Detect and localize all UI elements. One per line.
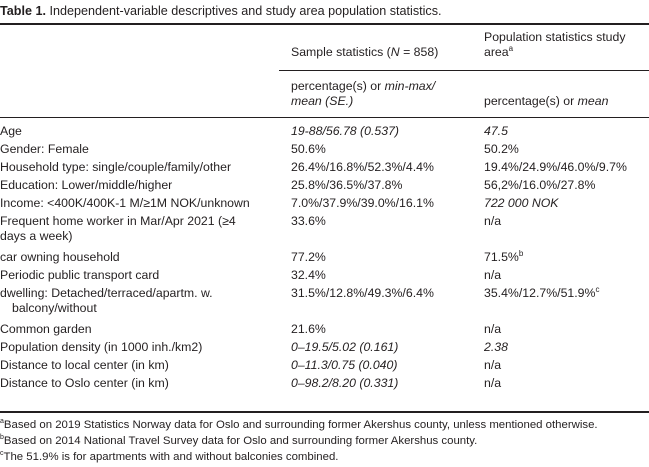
footnote-mark-a: a: [508, 43, 514, 53]
footnote-mark-c: c: [595, 284, 600, 294]
sample-cell: 31.5%/12.8%/49.3%/6.4%: [291, 286, 434, 300]
sample-cell: 7.0%/37.9%/39.0%/16.1%: [291, 196, 434, 210]
population-cell: n/a: [484, 376, 502, 390]
row-label: dwelling: Detached/terraced/apartm. w.: [0, 286, 213, 300]
sample-cell: 19-88/56.78 (0.537): [291, 124, 400, 138]
population-cell: 35.4%/12.7%/51.9%$^c$: [484, 284, 600, 300]
population-cell: 2.38: [484, 340, 508, 354]
sample-cell: 26.4%/16.8%/52.3%/4.4%: [291, 160, 434, 174]
top-rule: [0, 23, 649, 25]
table-caption: [0, 0, 649, 24]
footnote-a: $^a$Based on 2019 Statistics Norway data for Oslo and surrounding former Akershus county, unless mentioned otherwise.: [0, 418, 598, 431]
sample-cell: 21.6%: [291, 322, 326, 336]
population-cell: 71.5%$^b$: [484, 248, 524, 264]
population-statistics-header: Population statistics study: [484, 30, 626, 44]
sample-statistics-header: Sample statistics (N = 858): [291, 45, 439, 59]
population-statistics-header-line2: area$^a$: [484, 43, 514, 59]
population-cell: 47.5: [484, 124, 508, 138]
population-cell: n/a: [484, 268, 502, 282]
row-label: car owning household: [0, 250, 120, 264]
row-label-line2: balcony/without: [12, 301, 97, 315]
header-divider: [279, 70, 649, 71]
table-title: Independent-variable descriptives and study area population statistics.: [49, 4, 442, 18]
row-label: Household type: single/couple/family/other: [0, 160, 232, 174]
sample-units-header: percentage(s) or min-max/: [291, 79, 436, 93]
footnote-c: $^c$The 51.9% is for apartments with and without balconies combined.: [0, 450, 339, 463]
population-cell: n/a: [484, 358, 502, 372]
row-label: Age: [0, 124, 22, 138]
sample-cell: 50.6%: [291, 142, 326, 156]
row-label-line2: days a week): [0, 229, 73, 243]
sample-cell: 32.4%: [291, 268, 326, 282]
population-cell: 50.2%: [484, 142, 519, 156]
sample-cell: 77.2%: [291, 250, 326, 264]
sample-cell: 0–98.2/8.20 (0.331): [291, 376, 399, 390]
population-cell: 56,2%/16.0%/27.8%: [484, 178, 596, 192]
sample-cell: 33.6%: [291, 214, 326, 228]
bottom-rule: [0, 411, 649, 413]
sample-units-header-line2: mean (SE.): [291, 94, 354, 108]
population-cell: n/a: [484, 214, 502, 228]
row-label: Common garden: [0, 322, 92, 336]
population-cell: 722 000 NOK: [484, 196, 559, 210]
row-label: Frequent home worker in Mar/Apr 2021 (≥4: [0, 214, 236, 228]
row-label: Gender: Female: [0, 142, 89, 156]
header-bottom-rule: [0, 117, 649, 118]
row-label: Distance to local center (in km): [0, 358, 169, 372]
population-cell: n/a: [484, 322, 502, 336]
row-label: Periodic public transport card: [0, 268, 160, 282]
row-label: Education: Lower/middle/higher: [0, 178, 173, 192]
footnote-mark-b: b: [518, 248, 524, 258]
sample-cell: 0–11.3/0.75 (0.040): [291, 358, 398, 372]
population-units-header: percentage(s) or mean: [484, 94, 609, 108]
population-cell: 19.4%/24.9%/46.0%/9.7%: [484, 160, 627, 174]
sample-cell: 0–19.5/5.02 (0.161): [291, 340, 399, 354]
sample-cell: 25.8%/36.5%/37.8%: [291, 178, 403, 192]
row-label: Distance to Oslo center (in km): [0, 376, 169, 390]
row-label: Income: <400K/400K-1 M/≥1M NOK/unknown: [0, 196, 250, 210]
footnote-b: $^b$Based on 2014 National Travel Survey data for Oslo and surrounding former Akershus county.: [0, 434, 478, 447]
row-label: Population density (in 1000 inh./km2): [0, 340, 203, 354]
table-label: Table 1.: [0, 4, 46, 18]
